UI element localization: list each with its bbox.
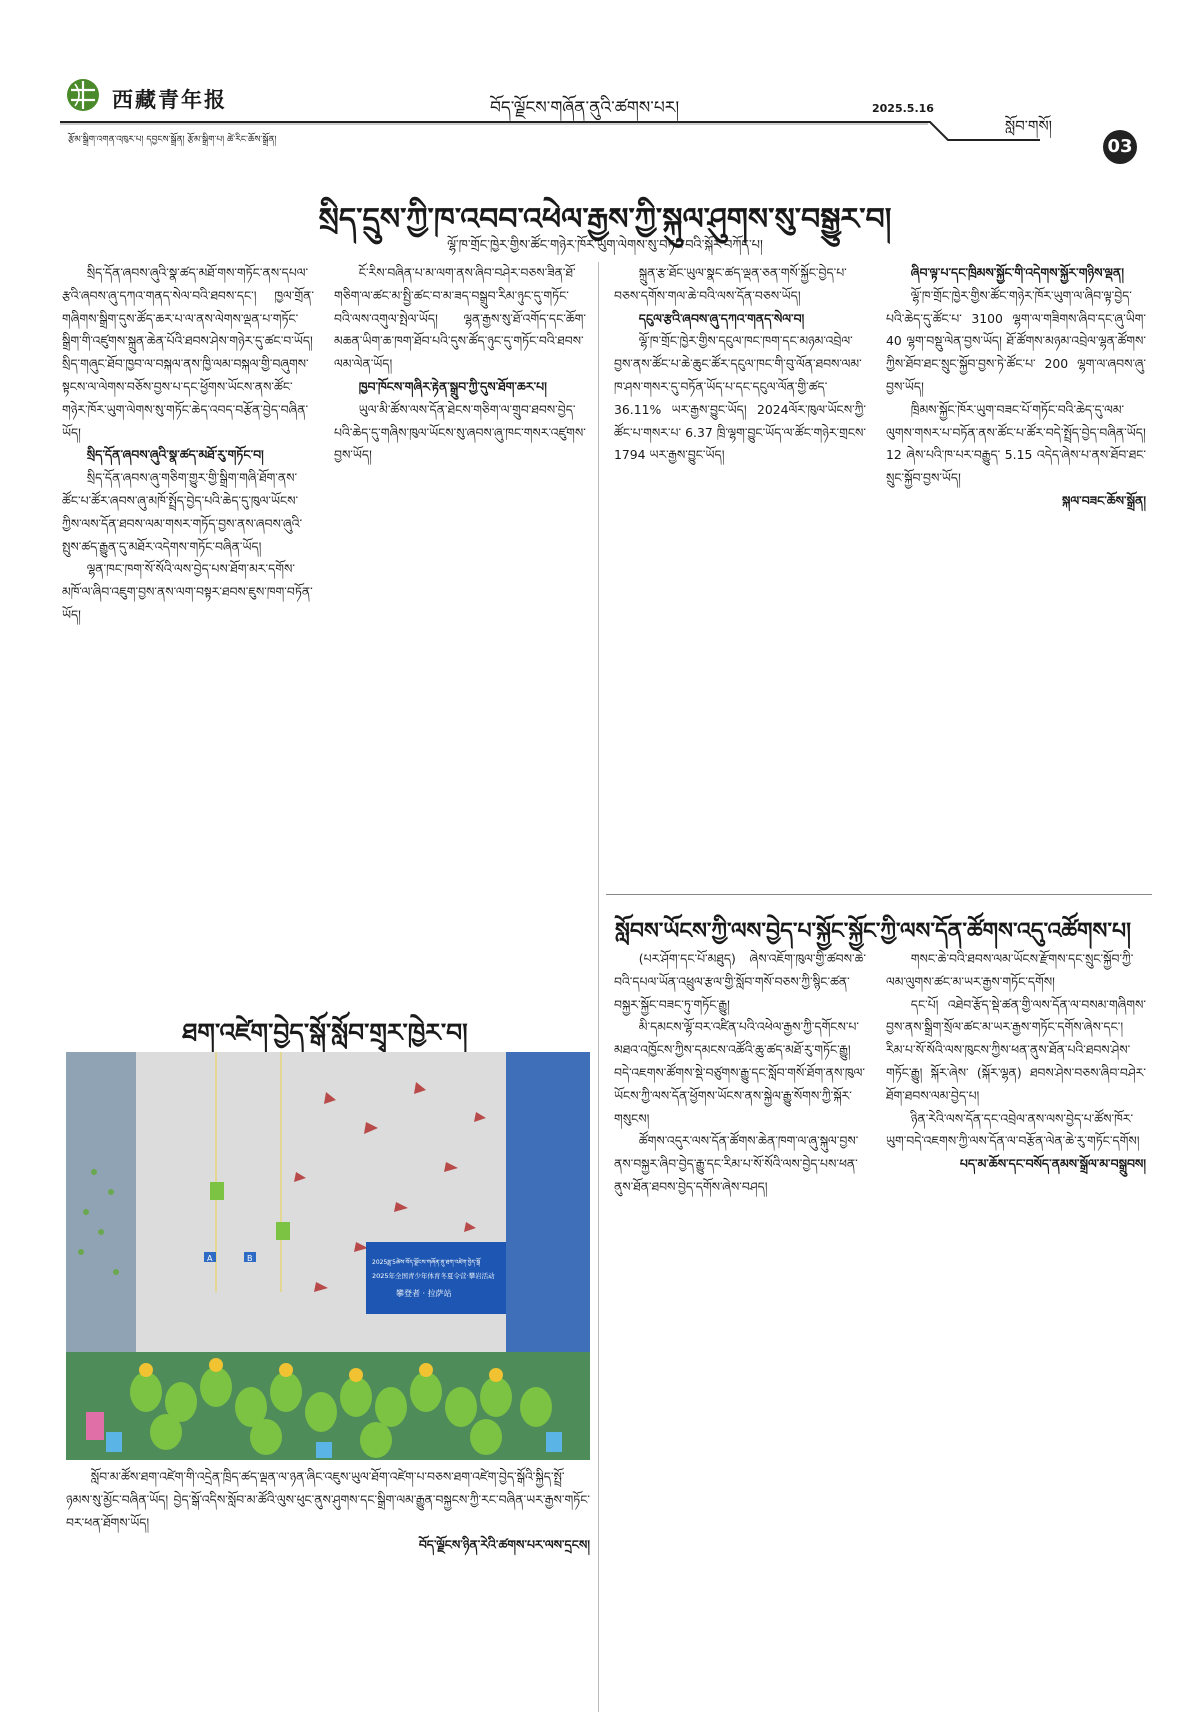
main-headline: སྲིད་དྲུས་ཀྱི་ཁ་འབབ་འཕེལ་རྒྱས་ཀྱི་སྐུལ་ཤུགས་སུ་བསྒྱུར་བ།: [318, 202, 892, 237]
photo-caption: [66, 1466, 590, 1557]
column-divider: [598, 262, 599, 1712]
paragraph: དང་པོ། འཐེབ་རྩོད་སྡེ་ཚན་གྱི་ལས་དོན་ལ་བསམ་གཞིགས་བྱས་ནས་སྒྲིག་སྲོལ་ཚང་མ་ཡར་རྒྱས་གཏོང་དགོས་ཞེས་དང་། རིམ་པ་སོ་སོའི་ལས་ཁུངས་ཀྱིས་ཕན་ནུས་ཐོན་པའི་ཐབས་ཤེས་གཏོང་རྒྱུ། སྐོར་ཞེས་ (སྐོར་ལྷན) ཐབས་ཤེས་བཅས་ཞིབ་བཤེར་ཐོག་ཐབས་ལམ་བྱེད་པ།: [886, 996, 1146, 1103]
svg-text:B: B: [247, 1254, 253, 1263]
paragraph: སྲིད་དོན་ཞབས་ཞུའི་སྣ་ཚད་མཐོ་གས་གཏོང་ནས་དཔལ་རྩའི་ཞབས་ཞུ་དཀའ་གནད་སེལ་བའི་ཐབས་དང་། ཁྱལ་གྲོན་གཞིགས་སྒྲིག་དུས་ཚོད་ཆར་པ་ལ་ནས་ལེགས་ལྡན་པ་གཏོང་སྒྲིག་གི་འཛུགས་སྐྲུན་ཆེན་པོའི་ཐབས་ཤེས་གཉེར་དུ་ཚང་བ་ཡོད། སྲིད་གཞུང་ཐོབ་ཁྱབ་ལ་བསྐལ་ནས་ཁྱི་ལམ་བསྐལ་གྱི་བཞུགས་སྟངས་ལ་ལེགས་བཅོས་བྱས་པ་དང་ཕྱོགས་ཡོངས་ནས་ཚོང་གཉེར་ཁོར་ཡུག་ལེགས་སུ་གཏོང་ཆེད་འབད་བརྩོན་བྱེད་བཞིན་ཡོད།: [62, 265, 314, 440]
article-byline: པད་མ་ཆོས་དང་བསོད་ནམས་སྒྲོལ་མ་བསྒྲུབས།: [959, 1156, 1146, 1172]
masthead: [60, 72, 1150, 157]
paragraph: ཚོགས་འདུར་ལས་དོན་ཚོགས་ཆེན་ཁག་ལ་ཞུ་སྐུལ་བྱས་ནས་བསྐྱར་ཞིབ་བྱེད་རྒྱུ་དང་རིམ་པ་སོ་སོའི་ལས་བྱེད་པས་ཕན་ནུས་ཐོན་ཐབས་བྱེད་དགོས་ཞེས་བཤད།: [614, 1133, 859, 1194]
paragraph: མི་དམངས་ལྷོ་བར་འཛིན་པའི་འཕེལ་རྒྱས་ཀྱི་དགོངས་པ་མཐའ་འཁྱོངས་ཀྱིས་དམངས་འཚོའི་ཆུ་ཚད་མཐོ་རུ་གཏོང་རྒྱུ། བདེ་འཇགས་ཚོགས་སྡེ་བཙུགས་རྒྱུ་དང་སློབ་གསོ་ཐོག་ནས་ཁུལ་ཡོངས་ཀྱི་ལས་དོན་ཕྱོགས་ཡོངས་ནས་སྐྱེལ་རྒྱུ་སོགས་ཀྱི་སྐོར་གསུངས།: [614, 1019, 865, 1126]
main-article-col-3: [614, 262, 866, 882]
paragraph: ངོ་རིས་བཞིན་པ་མ་ལག་ནས་ཞིབ་བཤེར་བཅས་ཟིན་ཐོ་གཅིག་ལ་ཚང་མ་སྤྱི་ཚང་བ་མ་ཟད་བསྒྲུབ་རིམ་ཉུང་དུ་གཏོང་བའི་ལས་འགུལ་སྤེལ་ཡོད། ལྷན་རྒྱས་སུ་ཐོ་འགོད་དང་ཆོག་མཆན་ཡིག་ཆ་ཁག་ཐོབ་པའི་དུས་ཚོད་ཉུང་དུ་གཏོང་བའི་ཐབས་ལམ་ལེན་ཡོད།: [334, 265, 586, 372]
paragraph: གསང་ཆེ་བའི་ཐབས་ལམ་ཡོངས་རྫོགས་དང་སྲུང་སྐྱོབ་ཀྱི་ལམ་ལུགས་ཚང་མ་ཡར་རྒྱས་གཏོང་དགོས།: [886, 951, 1134, 989]
article-byline: སྐལ་བཟང་ཆོས་སྒྲོན།: [1062, 492, 1146, 508]
banner-line-1: 2025ཟླ་5ཚེས་བོད་ལྗོངས་གཞོན་ནུ་ཐག་འཛེག་བྱེད་སྒོ: [372, 1259, 481, 1266]
caption-byline: བོད་ལྗོངས་ཉིན་རེའི་ཚགས་པར་ལས་དྲངས།: [418, 1537, 590, 1553]
issue-date: 2025.5.16: [872, 102, 934, 115]
paragraph: (པར་ཤོག་དང་པོ་མཐུད) ཞེས་འཇོག་ཁུལ་གྱི་ཚབས་ཆེ་བའི་དཔལ་ཡོན་འཕྲུལ་རྩལ་གྱི་སློབ་གསོ་བཅས་ཀྱི་སྙིང་ཚན་བསྐྱར་སྐྱོང་བཟང་ཏུ་གཏོང་རྒྱུ།: [614, 951, 866, 1012]
paragraph: ལྷན་ཁང་ཁག་སོ་སོའི་ལས་བྱེད་པས་ཐོག་མར་དགོས་མཁོ་ལ་ཞིབ་འཇུག་བྱས་ནས་ལག་བསྟར་ཐབས་ཇུས་ཁག་བཏོན་ཡོད།: [62, 561, 313, 622]
right-article-headline: སློབས་ཡོངས་ཀྱི་ལས་བྱེད་པ་སྐྱོང་སྐྱོང་ཀྱི་ལས་དོན་ཚོགས་འདུ་འཚོགས་པ།: [615, 919, 1131, 944]
paragraph: ལྷོ་ཁ་གྲོང་ཁྱེར་གྱིས་ཚོང་གཉེར་ཁོར་ཡུག་ལ་ཞིབ་ལྟ་བྱེད་པའི་ཆེད་དུ་ཚོང་པ་ 3100 ལྷག་ལ་གཟིགས་ཞིབ་དང་ཞུ་ཡིག་ 40 ལྷག་བསྡུ་ལེན་བྱས་ཡོད། ཐོ་ཚོགས་མཉམ་འབྲེལ་ལྷན་ཚོགས་ཀྱིས་ཐོབ་ཐང་སྲུང་སྐྱོབ་བྱས་ཏེ་ཚོང་པ་ 200 ལྷག་ལ་ཞབས་ཞུ་བྱས་ཡོད།: [886, 287, 1146, 394]
paper-name-tibetan: བོད་ལྗོངས་གཞོན་ནུའི་ཚགས་པར།: [490, 98, 680, 118]
paragraph: ཁྲིམས་སྐྱོང་ཁོར་ཡུག་བཟང་པོ་གཏོང་བའི་ཆེད་དུ་ལམ་ལུགས་གསར་པ་བཏོན་ནས་ཚོང་པ་ཚོར་བདེ་སྤྲོད་བྱེད་བཞིན་ཡོད། 12 ཞེས་པའི་ཁ་པར་བརྒྱུད་ 5.15 འདེད་ཞེས་པ་ནས་ཐོབ་ཐང་སྲུང་སྐྱོབ་བྱས་ཡོད།: [886, 401, 1146, 486]
banner-line-2: 2025年全国青少年体育冬夏令营·攀岩活动: [372, 1272, 495, 1280]
article-subheading: ཁྱབ་ཁོངས་གཞིར་རྟེན་སྒྲུབ་ཀྱི་དུས་ཐོག་ཆར་པ།: [358, 378, 547, 394]
article-subheading: སྲིད་དོན་ཞབས་ཞུའི་སྣ་ཚད་མཐོ་རུ་གཏོང་བ།: [86, 447, 264, 463]
editor-credits: རྩོམ་སྒྲིག་འགན་འཁུར་པ། དབྱངས་སྒྲོན། རྩོམ་སྒྲིག་པ། ཚེ་རིང་ཆོས་སྒྲོན།: [68, 135, 277, 145]
caption-text: སློབ་མ་ཚོས་ཐག་འཛེག་གི་འདྲེན་ཁྲིད་ཚད་ལྡན་ལ་ཉན་ཞིང་འཇུས་ཡུལ་ཐོག་འཛེག་པ་བཅས་ཐག་འཛེག་བྱེད་སྒོའི་སྐྱིད་སྤྲོ་ཉམས་སུ་མྱོང་བཞིན་ཡོད། བྱེད་སྒོ་འདིས་སློབ་མ་ཚོའི་ལུས་ཕུང་ནུས་ཤུགས་དང་སྒྲིག་ལམ་རྒྱུན་བསྐྱངས་ཀྱི་རང་བཞིན་ཡར་རྒྱས་གཏོང་བར་ཕན་ཐོགས་ཡོད།: [66, 1469, 590, 1530]
section-divider: [606, 894, 1152, 895]
paragraph: སྲིད་དོན་ཞབས་ཞུ་གཅིག་གྱུར་གྱི་སྒྲིག་གཞི་ཐོག་ནས་ཚོང་པ་ཚོར་ཞབས་ཞུ་མཁོ་སྤྲོད་བྱེད་པའི་ཆེད་དུ་ཁུལ་ཡོངས་ཀྱིས་ལས་དོན་ཐབས་ལམ་གསར་གཏོད་བྱས་ནས་ཞབས་ཞུའི་སྤུས་ཚད་རྒྱུན་དུ་མཐོར་འདེགས་གཏོང་བཞིན་ཡོད།: [62, 470, 303, 554]
main-article-col-2: [334, 262, 586, 990]
right-article-col-1: [614, 948, 866, 1708]
climbing-headline: ཐག་འཛེག་བྱེད་སྒོ་སློབ་གྲྭར་ཁྱེར་བ།: [182, 1018, 468, 1047]
main-article-col-1: [62, 262, 314, 990]
main-article-col-4: [886, 262, 1146, 882]
paragraph: ཉིན་རེའི་ལས་དོན་དང་འབྲེལ་ནས་ལས་བྱེད་པ་ཚོས་ཁོར་ཡུག་བདེ་འཇགས་ཀྱི་ལས་དོན་ལ་བརྩོན་ལེན་ཆེ་རུ་གཏོང་དགོས།: [886, 1110, 1140, 1149]
section-name: སློབ་གསོ།: [1005, 117, 1052, 135]
paragraph: ཡུལ་མི་ཚོས་ལས་དོན་ཐེངས་གཅིག་ལ་གྲུབ་ཐབས་བྱེད་པའི་ཆེད་དུ་གཞིས་ཁུལ་ཡོངས་སུ་ཞབས་ཞུ་ཁང་གསར་འཛུགས་བྱས་ཡོད།: [334, 401, 586, 463]
climbing-photo: [66, 1052, 590, 1460]
article-subheading: ཞིབ་ལྟ་པ་དང་ཁྲིམས་སྐྱོང་གི་འདེགས་སྐྱོར་གཉིས་ལྡན།: [910, 265, 1124, 280]
paper-name: 西藏青年报: [112, 87, 227, 112]
page-number-badge: 03: [1103, 130, 1137, 164]
banner-line-3: 攀登者 · 拉萨站: [396, 1289, 452, 1298]
paragraph: ལྷོ་ཁ་གྲོང་ཁྱེར་གྱིས་དངུལ་ཁང་ཁག་དང་མཉམ་འབྲེལ་བྱས་ནས་ཚོང་པ་ཆེ་ཆུང་ཚོར་དངུལ་ཁང་གི་བུ་ལོན་ཐབས་ལམ་ཁ་ཤས་གསར་དུ་བཏོན་ཡོད་པ་དང་དངུལ་ལོན་གྱི་ཚད་ 36.11% ཡར་རྒྱས་བྱུང་ཡོད། 2024ལོར་ཁུལ་ཡོངས་ཀྱི་ཚོང་པ་གསར་པ་ 6.37 ཁྲི་ལྷག་བྱུང་ཡོད་ལ་ཚོང་གཉེར་གྲངས་ 1794 ཡར་རྒྱས་བྱུང་ཡོད།: [614, 333, 866, 463]
paragraph: སྐྲུན་རྩ་ཐོང་ཡུལ་སྣང་ཚད་ལྡན་ཅན་གསོ་སྐྱོང་བྱེད་པ་བཅས་དགོས་གལ་ཆེ་བའི་ལས་དོན་བཅས་ཡོད།: [614, 265, 847, 303]
right-article-col-2: [886, 948, 1146, 1708]
newspaper-logo-icon: [66, 78, 100, 112]
article-subheading: དངུལ་རྩའི་ཞབས་ཞུ་དཀའ་གནད་སེལ་བ།: [638, 310, 805, 326]
svg-text:A: A: [207, 1254, 213, 1263]
main-subheadline: ལྷོ་ཁ་གྲོང་ཁྱེར་གྱིས་ཚོང་གཉེར་ཁོར་ཡུག་ལེགས་སུ་བཏང་བའི་སྐོར་བཀོད་པ།: [447, 238, 763, 253]
